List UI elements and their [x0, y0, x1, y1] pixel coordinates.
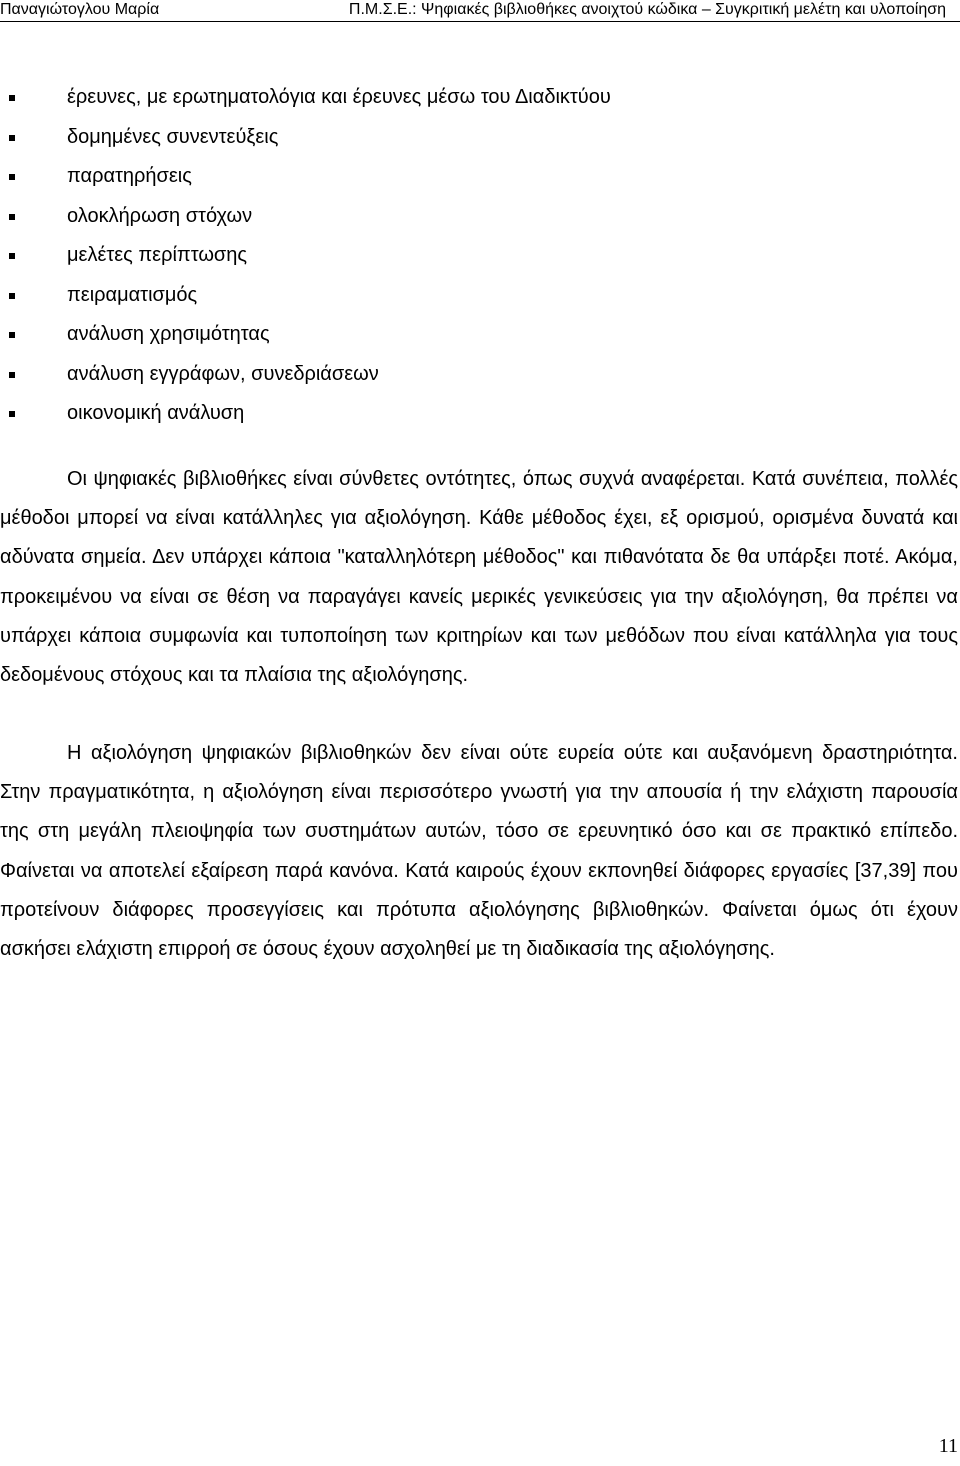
- square-bullet-icon: [9, 95, 15, 101]
- list-item: [0, 236, 960, 276]
- square-bullet-icon: [9, 174, 15, 180]
- list-item-text: μελέτες περίπτωσης: [67, 244, 248, 266]
- square-bullet-icon: [9, 332, 15, 338]
- page-header: [0, 0, 960, 22]
- header-rule: [0, 21, 960, 22]
- square-bullet-icon: [9, 135, 15, 141]
- paragraph-text: Η αξιολόγηση ψηφιακών βιβλιοθηκών δεν είναι ούτε ευρεία ούτε και αυξανόμενη δραστηριότητα. Στην πραγματικότητα, η αξιολόγηση είναι περισσότερο γνωστή για την απουσία ή την ελάχιστη παρουσία της στη μεγάλη πλειοψηφία των συστημάτων αυτών, τόσο σε ερευνητικό όσο και σε πρακτικό επίπεδο. Φαίνεται να αποτελεί εξαίρεση παρά κανόνα. Κατά καιρούς έχουν εκπονηθεί διάφορες εργασίες [37,39] που προτείνουν διάφορες προσεγγίσεις και πρότυπα αξιολόγησης βιβλιοθηκών. Φαίνεται όμως ότι έχουν ασκήσει ελάχιστη επιρροή σε όσους έχουν ασχοληθεί με τη διαδικασία της αξιολόγησης.: [0, 742, 958, 961]
- list-item-text: παρατηρήσεις: [67, 165, 192, 187]
- square-bullet-icon: [9, 214, 15, 220]
- list-item: [0, 197, 960, 237]
- paragraph-text: Οι ψηφιακές βιβλιοθήκες είναι σύνθετες οντότητες, όπως συχνά αναφέρεται. Κατά συνέπεια, πολλές μέθοδοι μπορεί να είναι κατάλληλες για αξιολόγηση. Κάθε μέθοδος έχει, εξ ορισμού, ορισμένα δυνατά και αδύνατα σημεία. Δεν υπάρχει κάποια "καταλληλότερη μέθοδος" και πιθανότατα δε θα υπάρξει ποτέ. Ακόμα, προκειμένου να είναι σε θέση να παραγάγει κανείς μερικές γενικεύσεις για την αξιολόγηση, θα πρέπει να υπάρχει κάποια συμφωνία και τυποποίηση των κριτηρίων και των μεθόδων που είναι κατάλληλα για τους δεδομένους στόχους και τα πλαίσια της αξιολόγησης.: [0, 468, 958, 687]
- list-item-text: ολοκλήρωση στόχων: [67, 204, 253, 227]
- list-item-text: ανάλυση χρησιμότητας: [67, 323, 270, 345]
- list-item-text: δομημένες συνεντεύξεις: [67, 125, 279, 148]
- methods-bullet-list: [0, 78, 960, 434]
- list-item: [0, 118, 960, 158]
- list-item: [0, 157, 960, 197]
- paragraph-evaluation: [0, 734, 958, 969]
- list-item-text: ανάλυση εγγράφων, συνεδριάσεων: [67, 362, 379, 385]
- list-item: [0, 355, 960, 395]
- list-item: [0, 394, 960, 434]
- list-item-text: οικονομική ανάλυση: [67, 402, 245, 424]
- list-item-text: έρευνες, με ερωτηματολόγια και έρευνες μέσω του Διαδικτύου: [67, 86, 611, 108]
- page-number: 11: [938, 1435, 958, 1457]
- list-item: [0, 315, 960, 355]
- header-title: Π.Μ.Σ.Ε.: Ψηφιακές βιβλιοθήκες ανοιχτού κώδικα – Συγκριτική μελέτη και υλοποίηση: [348, 1, 946, 18]
- header-author: Παναγιώτογλου Μαρία: [0, 1, 160, 18]
- square-bullet-icon: [9, 253, 15, 259]
- square-bullet-icon: [9, 293, 15, 299]
- list-item: [0, 276, 960, 316]
- paragraph-methods: [0, 460, 958, 695]
- list-item: [0, 78, 960, 118]
- square-bullet-icon: [9, 411, 15, 417]
- square-bullet-icon: [9, 372, 15, 378]
- list-item-text: πειραματισμός: [67, 283, 198, 306]
